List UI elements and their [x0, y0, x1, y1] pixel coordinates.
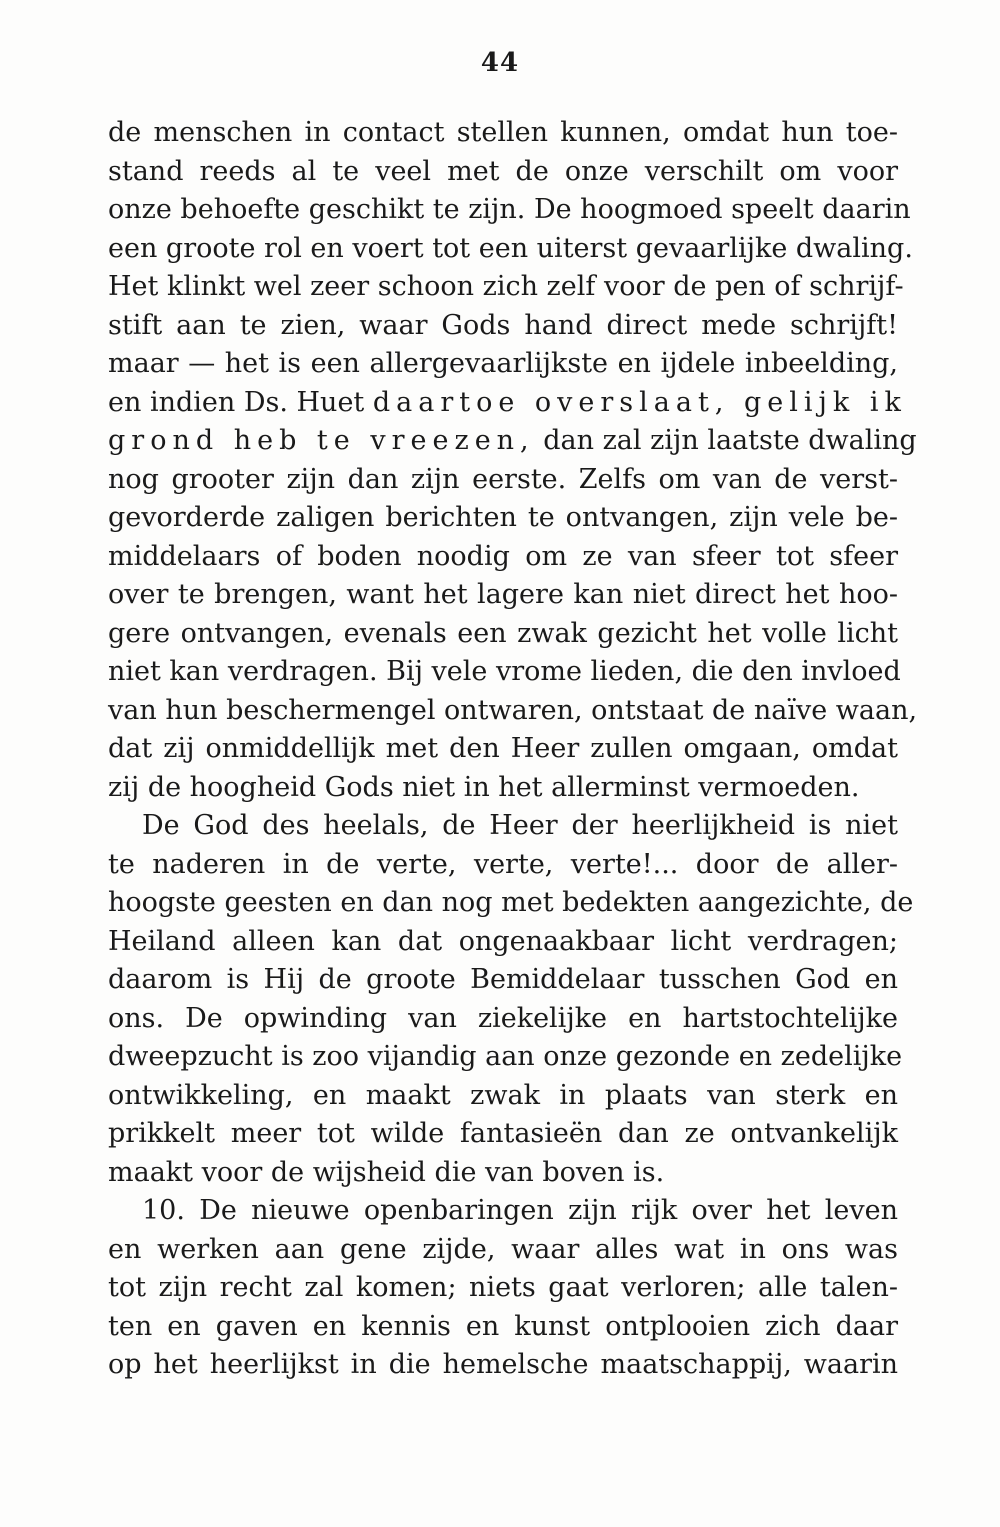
text-line-5: Het klinkt wel zeer schoon zich zelf voor de pen of schrijf- [108, 271, 904, 302]
text-line-4: een groote rol en voert tot een uiterst gevaarlijke dwaling. [108, 232, 913, 264]
text-line-3: onze behoefte geschikt te zijn. De hoogmoed speelt daarin [108, 194, 911, 225]
text-line-16: van hun beschermengel ontwaren, ontstaat de naïve waan, [108, 694, 918, 726]
text-line-15: niet kan verdragen. Bij vele vrome lieden, die den invloed [108, 656, 901, 687]
text-line-9 [108, 422, 917, 461]
text-line-13: over te brengen, want het lagere kan niet direct het hoo- [108, 579, 898, 610]
text-line-26: ontwikkeling, en maakt zwak in plaats van sterk en [108, 1079, 898, 1111]
text-line-2: stand reeds al te veel met de onze verschilt om voor [108, 155, 898, 187]
page-number: 44 [480, 48, 520, 78]
text-line-27: prikkelt meer tot wilde fantasieën dan ze ontvankelijk [108, 1118, 898, 1149]
text-line-29: 10. De nieuwe openbaringen zijn rijk over het leven [142, 1195, 898, 1226]
text-line-1: de menschen in contact stellen kunnen, omdat hun toe- [108, 117, 898, 148]
text-line-25: dweepzucht is zoo vijandig aan onze gezonde en zedelijke [108, 1041, 903, 1072]
text-line-19: De God des heelals, de Heer der heerlijkheid is niet [142, 810, 898, 841]
text-line-21: hoogste geesten en dan nog met bedekten aangezichte, de [108, 887, 914, 918]
text-line-8-part-a: en indien Ds. Huet [108, 386, 373, 418]
text-line-6: stift aan te zien, waar Gods hand direct mede schrijft! [108, 309, 898, 341]
text-line-18: zij de hoogheid Gods niet in het allerminst vermoeden. [108, 771, 860, 803]
emphasized-spaced-text: daartoe overslaat, gelijk ik [372, 386, 907, 418]
text-line-28: maakt voor de wijsheid die van boven is. [108, 1156, 665, 1188]
text-line-22: Heiland alleen kan dat ongenaakbaar licht verdragen; [108, 925, 898, 957]
text-line-31: tot zijn recht zal komen; niets gaat verloren; alle talen- [108, 1272, 898, 1303]
text-line-9-part-c: dan zal zijn laatste dwaling [534, 425, 917, 456]
text-line-23: daarom is Hij de groote Bemiddelaar tusschen God en [108, 964, 898, 995]
text-line-17: dat zij onmiddellijk met den Heer zullen omgaan, omdat [108, 733, 898, 764]
text-line-7: maar — het is een allergevaarlijkste en ijdele inbeelding, [108, 348, 898, 379]
text-line-12: middelaars of boden noodig om ze van sfeer tot sfeer [108, 540, 898, 572]
text-line-30: en werken aan gene zijde, waar alles wat in ons was [108, 1233, 898, 1265]
text-line-33: op het heerlijkst in die hemelsche maatschappij, waarin [108, 1349, 898, 1380]
text-line-10: nog grooter zijn dan zijn eerste. Zelfs om van de verst- [108, 463, 898, 495]
text-line-8 [108, 384, 907, 423]
emphasized-spaced-text: grond heb te vreezen, [108, 425, 535, 456]
text-line-14: gere ontvangen, evenals een zwak gezicht het volle licht [108, 617, 898, 649]
body-text [108, 114, 918, 1385]
text-line-11: gevorderde zaligen berichten te ontvangen, zijn vele be- [108, 502, 898, 533]
text-line-32: ten en gaven en kennis en kunst ontplooien zich daar [108, 1310, 898, 1342]
text-line-24: ons. De opwinding van ziekelijke en hartstochtelijke [108, 1002, 898, 1034]
text-line-20: te naderen in de verte, verte, verte!... door de aller- [108, 848, 898, 880]
